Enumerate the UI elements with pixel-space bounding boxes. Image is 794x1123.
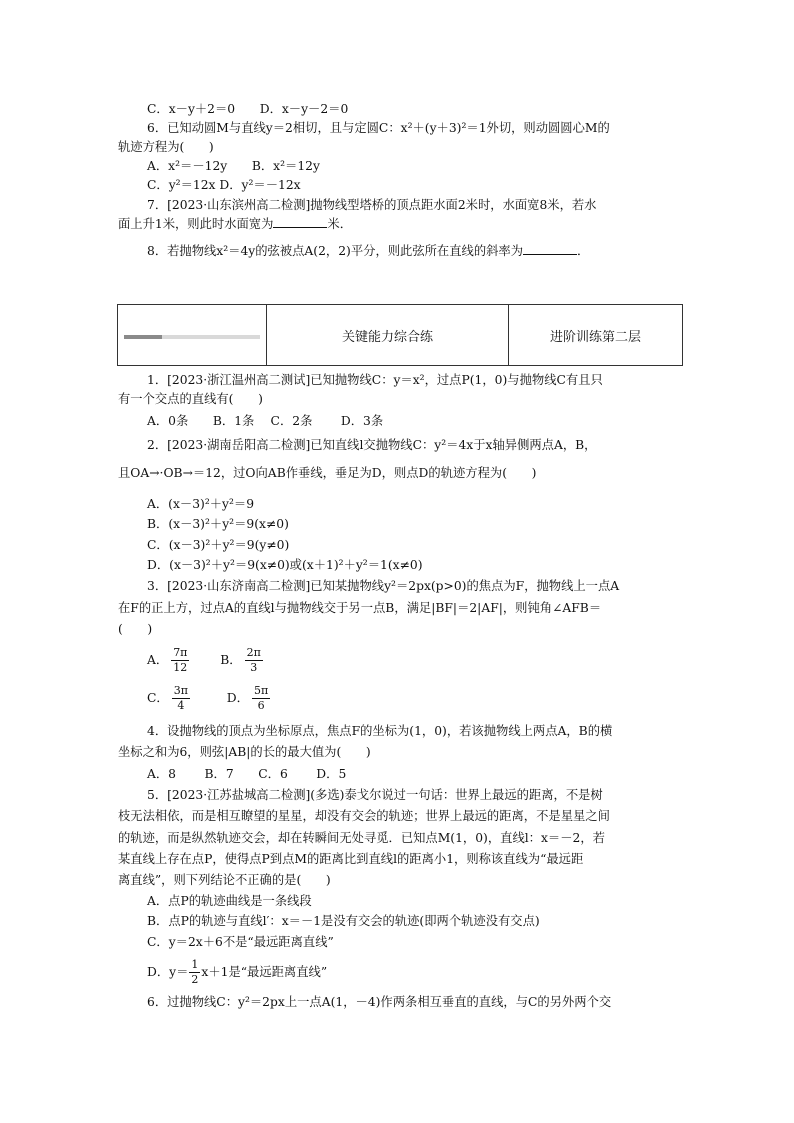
p5-stem-cont3: 某直线上存在点P，使得点P到点M的距离比到直线l的距离小1，则称该直线为“最远距 [118,852,584,866]
q7-text-b: 米． [327,217,352,231]
p5-d-den: 2 [191,973,199,986]
banner-level: 进阶训练第二层 [509,305,683,366]
p4-stem-cont: 坐标之和为6，则弦|AB|的长的最大值为( ) [118,745,371,759]
p3-c-label: C． [147,691,169,705]
q8-stem [147,243,589,259]
p4-options: A．8 B．7 C．6 D．5 [147,767,347,781]
progress-cell [118,305,267,366]
p1-stem: 1．[2023·浙江温州高二测试]已知抛物线C：y＝x²，过点P(1，0)与抛物线C有且只 [147,373,603,387]
p5-stem: 5．[2023·江苏盐城高二检测](多选)泰戈尔说过一句话：世界上最远的距离，不是树 [147,788,603,802]
q6-options-ab: A．x²＝－12y B．x²＝12y [147,159,320,173]
p3-d-label: D． [226,691,249,705]
p3-d-fraction [252,684,270,713]
p3-d-num: 5π [253,684,269,697]
q7-stem-cont [118,216,352,232]
section-banner [117,304,683,366]
p3-b-label: B． [220,653,242,667]
p5-d-num: 1 [191,958,199,971]
q7-text-a: 面上升1米，则此时水面宽为 [118,217,274,231]
p3-d-den: 6 [257,699,265,712]
p5-option-a: A．点P的轨迹曲线是一条线段 [147,894,312,908]
p5-option-c: C．y＝2x＋6不是“最远距离直线” [147,935,334,949]
q6-stem-cont: 轨迹方程为( ) [118,140,214,154]
p5-option-b: B．点P的轨迹与直线l′：x＝－1是没有交会的轨迹(即两个轨迹没有交点) [147,914,540,928]
p3-b-num: 2π [246,646,261,659]
p3-b-fraction [245,646,263,675]
p3-options-cd [147,684,273,713]
p2-option-c: C．(x－3)²＋y²＝9(y≠0) [147,538,290,552]
p3-b-den: 3 [250,661,258,674]
p3-stem-cont: 在F的正上方，过点A的直线l与抛物线交于另一点B，满足|BF|＝2|AF|，则钝角∠AFB＝ [118,601,602,615]
q8-answer-blank[interactable] [523,244,577,255]
p3-c-den: 4 [177,699,185,712]
p3-options-ab [147,646,266,675]
p5-d-pre: D．y＝ [147,965,189,979]
banner-title: 关键能力综合练 [267,305,509,366]
progress-fill [124,335,162,339]
p5-stem-cont1: 枝无法相依，而是相互瞭望的星星，却没有交会的轨迹；世界上最远的距离，不是星星之间 [118,809,610,823]
progress-bar [124,335,260,339]
p2-option-d: D．(x－3)²＋y²＝9(x≠0)或(x＋1)²＋y²＝1(x≠0) [147,558,423,572]
q8-text-a: 8．若抛物线x²＝4y的弦被点A(2，2)平分，则此弦所在直线的斜率为 [147,244,524,258]
p3-a-fraction [171,646,189,675]
p5-option-d [147,958,327,987]
q6-stem: 6．已知动圆M与直线y＝2相切，且与定圆C：x²＋(y＋3)²＝1外切，则动圆圆心M的 [147,121,610,135]
p1-options: A．0条 B．1条 C．2条 D．3条 [147,414,384,428]
p3-c-num: 3π [173,684,188,697]
p3-a-label: A． [147,653,169,667]
q5-options-cd: C．x－y＋2＝0 D．x－y－2＝0 [147,102,349,116]
p5-d-post: x＋1是“最远距离直线” [201,965,328,979]
p2-stem-cont: 且OA→·OB→＝12，过O向AB作垂线，垂足为D，则点D的轨迹方程为( ) [118,466,537,480]
p3-a-den: 12 [173,661,188,674]
p3-c-fraction [172,684,190,713]
p5-d-fraction [189,958,200,987]
q8-text-b: ． [577,244,590,258]
q7-stem: 7．[2023·山东滨州高二检测]抛物线型塔桥的顶点距水面2米时，水面宽8米，若水 [147,198,597,212]
p3-stem-end: ( ) [118,622,153,636]
p5-stem-cont2: 的轨迹，而是纵然轨迹交会，却在转瞬间无处寻觅．已知点M(1，0)，直线l：x＝－2，若 [118,831,605,845]
p6-stem: 6．过抛物线C：y²＝2px上一点A(1，－4)作两条相互垂直的直线，与C的另外两个交 [147,995,612,1009]
q6-options-cd: C．y²＝12x D．y²＝－12x [147,178,301,192]
p4-stem: 4．设抛物线的顶点为坐标原点，焦点F的坐标为(1，0)，若该抛物线上两点A，B的横 [147,724,613,738]
p3-a-num: 7π [173,646,188,659]
p1-stem-cont: 有一个交点的直线有( ) [118,392,263,406]
q7-answer-blank[interactable] [273,217,327,228]
p2-option-a: A．(x－3)²＋y²＝9 [147,497,255,511]
p3-stem: 3．[2023·山东济南高二检测]已知某抛物线y²＝2px(p>0)的焦点为F，抛物线上一点A [147,579,620,593]
p2-option-b: B．(x－3)²＋y²＝9(x≠0) [147,517,289,531]
p2-stem: 2．[2023·湖南岳阳高二检测]已知直线l交抛物线C：y²＝4x于x轴异侧两点A，B， [147,438,597,452]
p5-stem-cont4: 离直线”，则下列结论不正确的是( ) [118,873,331,887]
